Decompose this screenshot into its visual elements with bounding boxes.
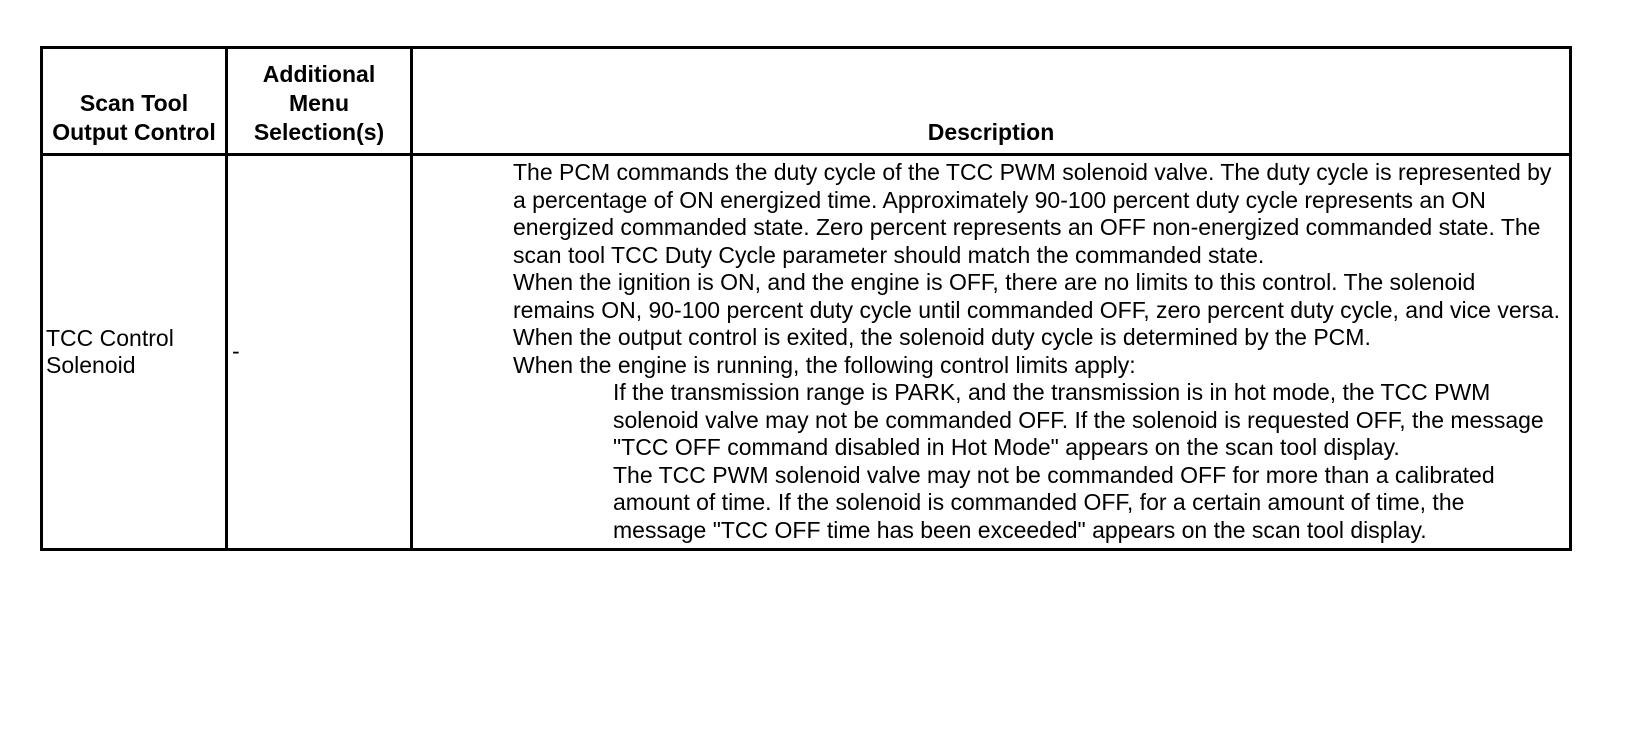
table-header-row [42,48,1571,155]
description-paragraph: When the ignition is ON, and the engine is OFF, there are no limits to this control. The solenoid remains ON, 90-100 percent duty cycle until commanded OFF, zero percent duty cycle, and vice versa. When the output control is exited, the solenoid duty cycle is determined by the PCM. [513,269,1560,350]
cell-description [412,155,1571,550]
output-control-table [40,46,1572,551]
header-output-control: Scan Tool Output Control [42,48,227,155]
header-menu-selection: Additional Menu Selection(s) [227,48,412,155]
table-row [42,155,1571,550]
description-paragraph: The PCM commands the duty cycle of the TCC PWM solenoid valve. The duty cycle is represented by a percentage of ON energized time. Approximately 90-100 percent duty cycle represents an ON energized commanded state. Zero percent represents an OFF non-energized commanded state. The scan tool TCC Duty Cycle parameter should match the commanded state. [513,159,1552,268]
control-limit-item: The TCC PWM solenoid valve may not be commanded OFF for more than a calibrated amount of time. If the solenoid is commanded OFF, for a certain amount of time, the message "TCC OFF time has been exceeded" appears on the scan tool display. [613,461,1495,543]
header-description: Description [412,48,1571,155]
control-limit-item: If the transmission range is PARK, and the transmission is in hot mode, the TCC PWM solenoid valve may not be commanded OFF. If the solenoid is requested OFF, the message "TCC OFF command disabled in Hot Mode" appears on the scan tool display. [613,379,1544,460]
cell-menu-selection: - [227,155,412,550]
cell-output-control: TCC Control Solenoid [42,155,227,550]
description-paragraph: When the engine is running, the following control limits apply: [513,351,1136,378]
